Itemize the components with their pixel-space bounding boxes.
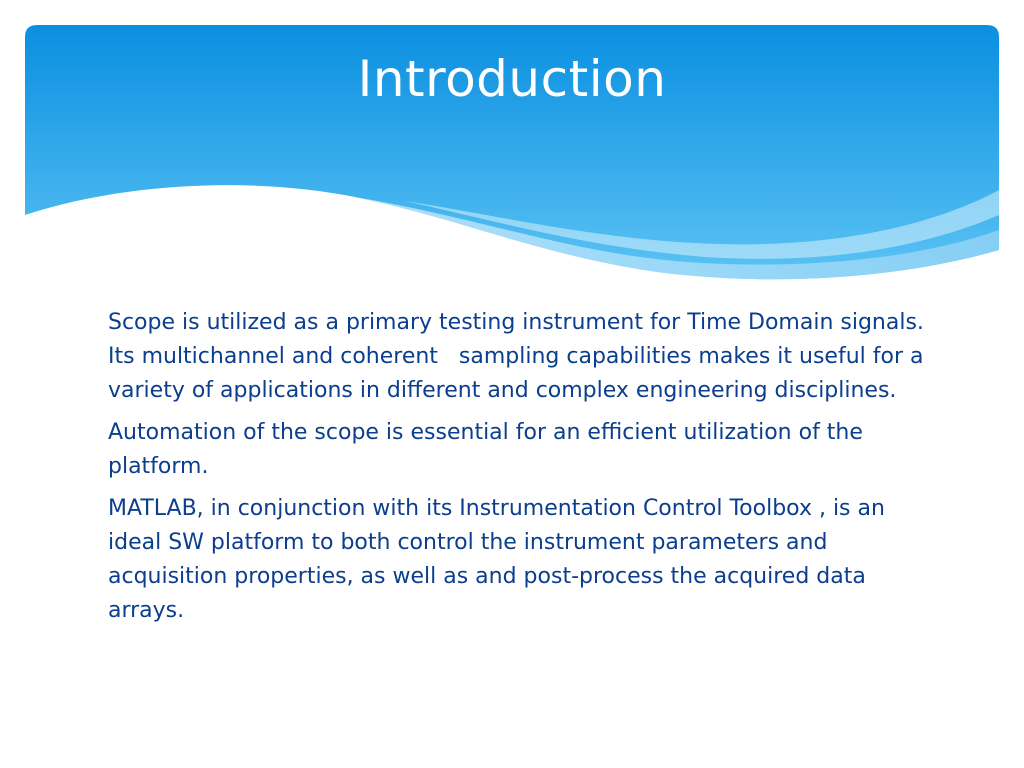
paragraph-automation: Automation of the scope is essential for an efficient utilization of the platform.: [108, 420, 870, 479]
slide-body: [108, 306, 931, 636]
paragraph-matlab: MATLAB, in conjunction with its Instrumentation Control Toolbox , is an ideal SW platform to both control the instrument parameters and acquisition properties, as well as and post-process the acquired data arrays.: [108, 496, 892, 623]
slide-title: Introduction: [357, 50, 667, 108]
paragraph-scope-usage: Scope is utilized as a primary testing instrument for Time Domain signals. Its multichannel and coherent sampling capabilities makes it useful for a variety of applications in different and complex engineering disciplines.: [108, 310, 931, 403]
